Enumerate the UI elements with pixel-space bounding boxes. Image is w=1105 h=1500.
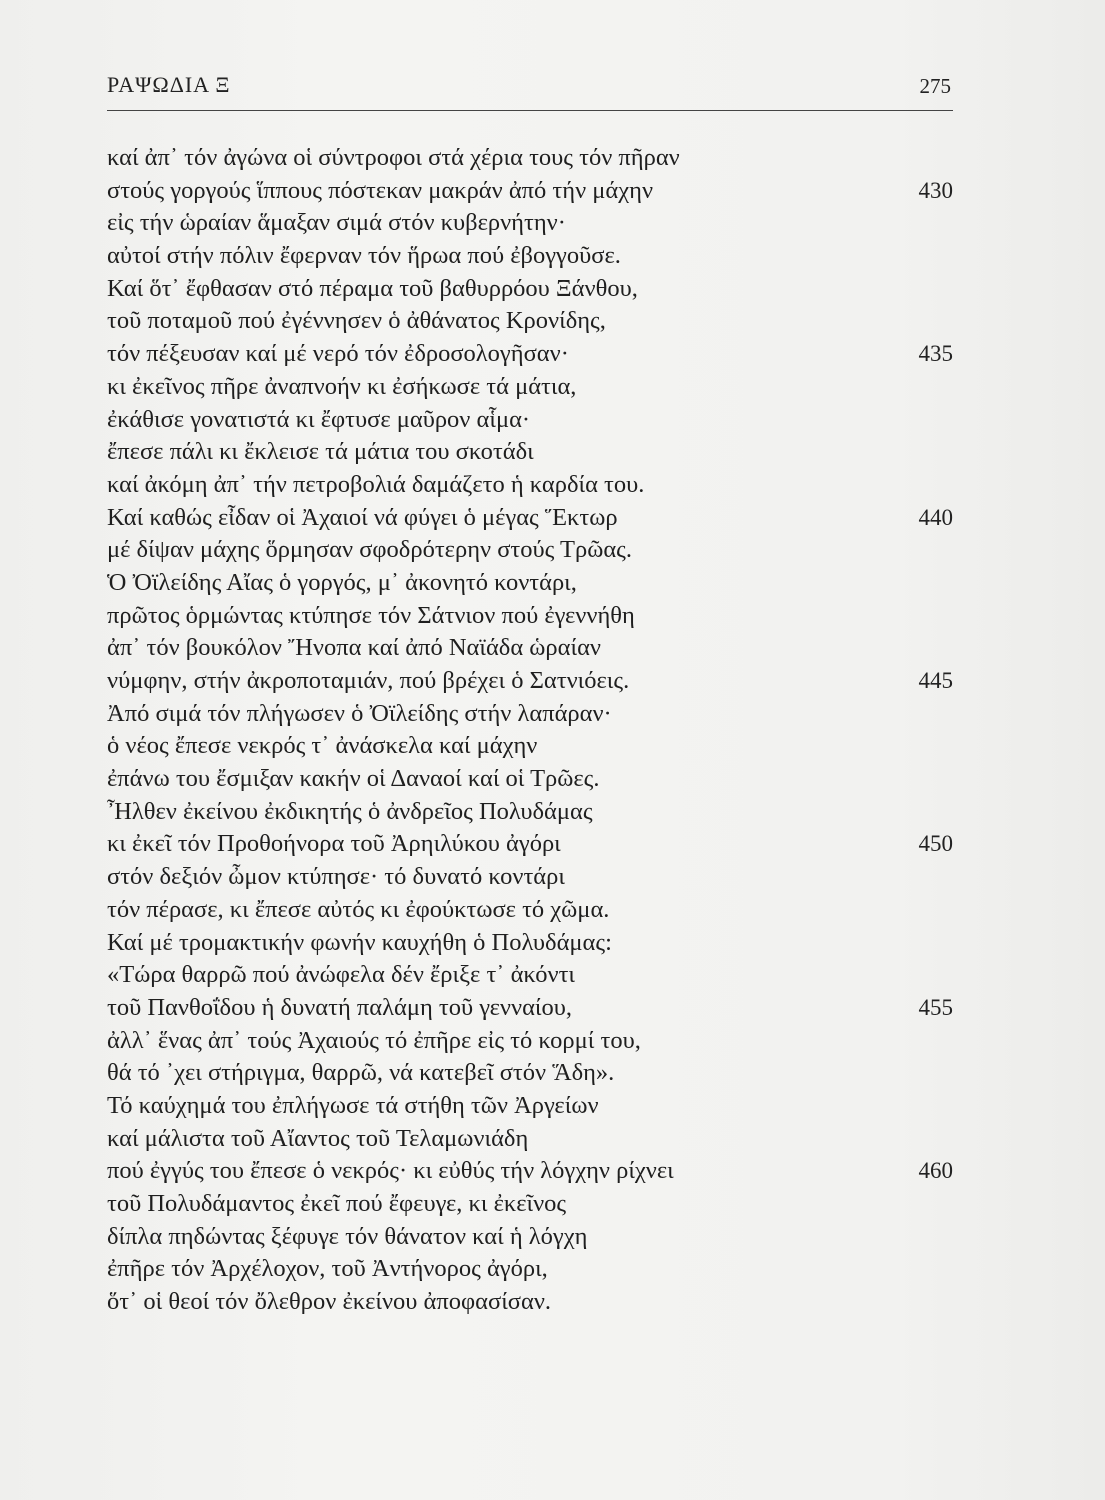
- verse-number: 435: [918, 341, 953, 367]
- verse-text: πού ἐγγύς του ἔπεσε ὁ νεκρός· κι εὐθύς τήν λόγχην ρίχνει: [107, 1157, 674, 1185]
- verse-line: [107, 305, 953, 338]
- verse-text: ἐπῆρε τόν Ἀρχέλοχον, τοῦ Ἀντήνορος ἀγόρι,: [107, 1255, 548, 1283]
- page-header: [107, 72, 953, 104]
- verse-text: κι ἐκεῖ τόν Προθοήνορα τοῦ Ἀρηιλύκου ἀγόρι: [107, 830, 561, 858]
- verse-line: [107, 730, 953, 763]
- verse-text: εἰς τήν ὡραίαν ἅμαξαν σιμά στόν κυβερνήτην·: [107, 209, 566, 237]
- verse-text: τοῦ Πολυδάμαντος ἐκεῖ πού ἔφευγε, κι ἐκεῖνος: [107, 1190, 567, 1217]
- verse-line: [107, 502, 953, 535]
- verse-text: δίπλα πηδώντας ξέφυγε τόν θάνατον καί ἡ λόγχη: [107, 1222, 588, 1250]
- verse-text: στόν δεξιόν ὦμον κτύπησε· τό δυνατό κοντάρι: [107, 863, 565, 891]
- verse-number: 450: [918, 831, 953, 857]
- verse-line: [107, 959, 953, 992]
- verse-line: [107, 371, 953, 404]
- verse-line: [107, 927, 953, 960]
- verse-text: ἐπάνω του ἔσμιξαν κακήν οἱ Δαναοί καί οἱ Τρῶες.: [107, 765, 600, 793]
- verse-line: [107, 404, 953, 437]
- verse-line: [107, 665, 953, 698]
- verse-text: ἀπ᾽ τόν βουκόλον Ἤνοπα καί ἀπό Ναϊάδα ὡραίαν: [107, 634, 601, 662]
- verse-line: [107, 567, 953, 600]
- verse-line: [107, 338, 953, 371]
- verse-line: [107, 632, 953, 665]
- verse-line: [107, 1090, 953, 1123]
- verse-text: καί ἀκόμη ἀπ᾽ τήν πετροβολιά δαμάζετο ἡ καρδία του.: [107, 470, 645, 498]
- verse-text: Ἦλθεν ἐκείνου ἐκδικητής ὁ ἀνδρεῖος Πολυδάμας: [107, 797, 593, 825]
- verse-text: τόν πέξευσαν καί μέ νερό τόν ἐδροσολογῆσαν·: [107, 340, 569, 368]
- verse-line: [107, 1025, 953, 1058]
- verse-line: [107, 992, 953, 1025]
- verse-text: στούς γοργούς ἵππους πόστεκαν μακράν ἀπό τήν μάχην: [107, 176, 654, 204]
- verse-line: [107, 763, 953, 796]
- verse-number: 445: [918, 668, 953, 693]
- verse-line: [107, 436, 953, 469]
- verse-text: ἀλλ᾽ ἕνας ἀπ᾽ τούς Ἀχαιούς τό ἐπῆρε εἰς τό κορμί του,: [107, 1026, 641, 1054]
- verse-line: [107, 534, 953, 567]
- verse-line: [107, 1123, 953, 1156]
- verse-text: Καί καθώς εἶδαν οἱ Ἀχαιοί νά φύγει ὁ μέγας Ἕκτωρ: [107, 503, 618, 531]
- verse-text: κι ἐκεῖνος πῆρε ἀναπνοήν κι ἐσήκωσε τά μάτια,: [107, 372, 577, 400]
- verse-line: [107, 207, 953, 240]
- verse-text: πρῶτος ὁρμώντας κτύπησε τόν Σάτνιον πού ἐγεννήθη: [107, 601, 635, 629]
- verse-text: «Τώρα θαρρῶ πού ἀνώφελα δέν ἔριξε τ᾽ ἀκόντι: [107, 961, 576, 989]
- running-head: ΡΑΨΩΔΙΑ Ξ: [107, 72, 231, 97]
- verse-text: καί μάλιστα τοῦ Αἴαντος τοῦ Τελαμωνιάδη: [107, 1124, 529, 1152]
- verse-line: [107, 142, 953, 175]
- verse-text: ὅτ᾽ οἱ θεοί τόν ὄλεθρον ἐκείνου ἀποφασίσαν.: [107, 1288, 552, 1316]
- verse-text: Ἀπό σιμά τόν πλήγωσεν ὁ Ὀϊλείδης στήν λαπάραν·: [107, 699, 612, 727]
- verse-line: [107, 894, 953, 927]
- verse-text: Τό καύχημά του ἐπλήγωσε τά στήθη τῶν Ἀργείων: [107, 1091, 599, 1119]
- verse-list: [107, 142, 953, 1319]
- page-number: 275: [919, 74, 951, 98]
- verse-line: [107, 828, 953, 861]
- verse-line: [107, 1155, 953, 1188]
- verse-number: 460: [918, 1158, 953, 1184]
- verse-line: [107, 273, 953, 306]
- verse-text: τοῦ Πανθοΐδου ἡ δυνατή παλάμη τοῦ γενναίου,: [107, 993, 573, 1021]
- verse-line: [107, 1286, 953, 1319]
- verse-line: [107, 240, 953, 273]
- verse-line: [107, 1188, 953, 1221]
- verse-line: [107, 1057, 953, 1090]
- verse-line: [107, 698, 953, 731]
- verse-text: Καί ὅτ᾽ ἔφθασαν στό πέραμα τοῦ βαθυρρόου Ξάνθου,: [107, 274, 638, 302]
- verse-number: 455: [918, 994, 953, 1020]
- verse-text: Καί μέ τρομακτικήν φωνήν καυχήθη ὁ Πολυδάμας:: [107, 928, 612, 956]
- verse-number: 440: [918, 504, 953, 530]
- verse-text: μέ δίψαν μάχης ὅρμησαν σφοδρότερην στούς Τρῶας.: [107, 536, 633, 564]
- verse-line: [107, 600, 953, 633]
- verse-text: ἐκάθισε γονατιστά κι ἔφτυσε μαῦρον αἷμα·: [107, 405, 531, 433]
- verse-text: τοῦ ποταμοῦ πού ἐγέννησεν ὁ ἀθάνατος Κρονίδης,: [107, 307, 606, 335]
- verse-number: 430: [918, 177, 953, 203]
- verse-text: καί ἀπ᾽ τόν ἀγώνα οἱ σύντροφοι στά χέρια τους τόν πῆραν: [107, 144, 680, 171]
- verse-text: ὁ νέος ἔπεσε νεκρός τ᾽ ἀνάσκελα καί μάχην: [107, 732, 538, 760]
- verse-line: [107, 1221, 953, 1254]
- verse-line: [107, 796, 953, 829]
- verse-text: ἔπεσε πάλι κι ἔκλεισε τά μάτια του σκοτάδι: [107, 438, 534, 466]
- verse-text: αὐτοί στήν πόλιν ἔφερναν τόν ἥρωα πού ἐβογγοῦσε.: [107, 242, 621, 270]
- verse-text: θά τό ᾽χει στήριγμα, θαρρῶ, νά κατεβεῖ στόν Ἅδη».: [107, 1059, 615, 1087]
- verse-text: νύμφην, στήν ἀκροποταμιάν, πού βρέχει ὁ Σατνιόεις.: [107, 667, 630, 694]
- verse-line: [107, 1253, 953, 1286]
- header-rule: [107, 110, 953, 111]
- verse-text: Ὁ Ὀϊλείδης Αἴας ὁ γοργός, μ᾽ ἀκονητό κοντάρι,: [107, 568, 577, 596]
- verse-line: [107, 469, 953, 502]
- verse-line: [107, 175, 953, 208]
- verse-text: τόν πέρασε, κι ἔπεσε αὐτός κι ἐφούκτωσε τό χῶμα.: [107, 895, 610, 923]
- verse-line: [107, 861, 953, 894]
